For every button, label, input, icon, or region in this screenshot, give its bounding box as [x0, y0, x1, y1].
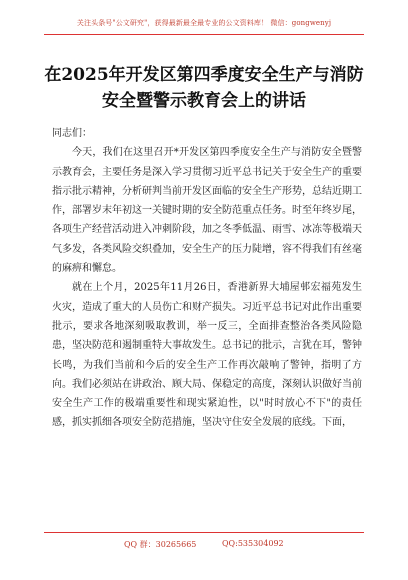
footer-qq-group: QQ 群：30265665	[124, 540, 197, 549]
paragraph-2: 就在上个月，2025年11月26日，香港新界大埔屋邨宏福苑发生火灾，造成了重大的人员伤亡和财产损失。习近平总书记对此作出重要批示，要求各地深刻吸取教训，举一反三，全面排查整治各类风险隐患，坚决防范和遏制重特大事故发生。总书记的批示，言犹在耳，警钟长鸣，为我们当前和今后的安全生产工作再次敲响了警钟，指明了方向。我们必须站在讲政治、顾大局、保稳定的高度，深刻认识做好当前安全生产工作的极端重要性和现实紧迫性，以"时时放心不下"的责任感，抓实抓细各项安全防范措施，坚决守住安全发展的底线。下面，	[52, 282, 362, 429]
header-banner: 关注头条号"公文研究"，获得最新最全最专业的公文资料库！ 微信：gongwenyj	[76, 19, 332, 27]
footer-qq-contact: QQ:535304092	[222, 539, 284, 548]
header-divider	[44, 34, 364, 35]
document-body	[52, 124, 362, 433]
salutation: 同志们：	[52, 128, 92, 139]
paragraph-1: 今天，我们在这里召开*开发区第四季度安全生产与消防安全暨警示教育会，主要任务是深入学习贯彻习近平总书记关于安全生产的重要指示批示精神，分析研判当前开发区面临的安全生产形势，总结近期工作，部署岁末年初这一关键时期的安全防范重点任务。时至年终岁尾，各项生产经营活动进入冲刺阶段，加之冬季低温、雨雪、冰冻等极端天气多发，各类风险交织叠加，安全生产的压力陡增，容不得我们有丝毫的麻痹和懈怠。	[52, 147, 362, 275]
document-title: 在2025年开发区第四季度安全生产与消防安全暨警示教育会上的讲话	[44, 65, 364, 111]
page-footer	[44, 532, 364, 552]
